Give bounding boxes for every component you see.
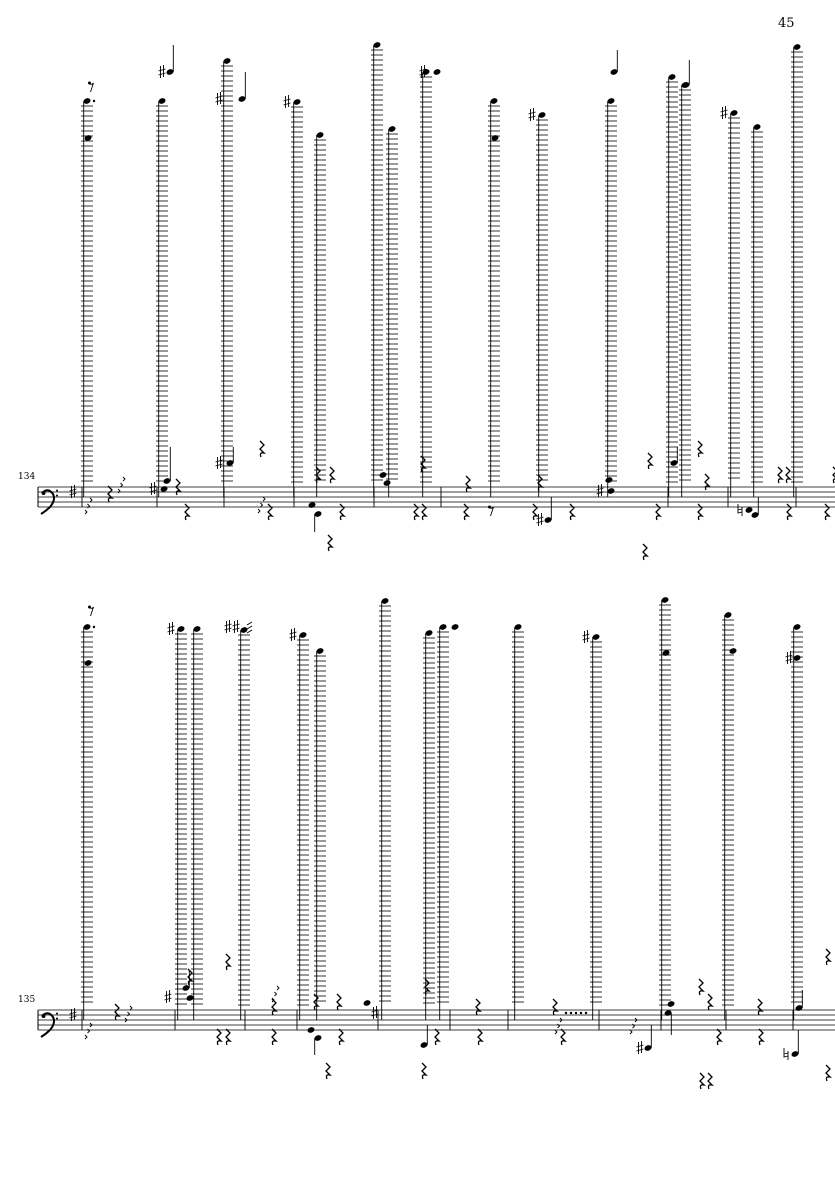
system-135 bbox=[38, 596, 835, 1089]
sharp-icon bbox=[284, 95, 291, 108]
notehead bbox=[451, 623, 460, 631]
quarter-rest-icon bbox=[787, 504, 791, 520]
sharp-icon bbox=[216, 456, 223, 469]
natural-icon bbox=[738, 504, 742, 516]
quarter-rest-icon bbox=[708, 1073, 712, 1089]
quarter-rest-icon bbox=[115, 1004, 119, 1020]
quarter-rest-icon bbox=[414, 504, 418, 520]
dot-icon bbox=[580, 1012, 582, 1014]
quarter-rest-icon bbox=[260, 441, 264, 457]
quarter-rest-icon bbox=[759, 1029, 763, 1045]
quarter-rest-icon bbox=[268, 504, 272, 520]
short-rest-icon bbox=[85, 1035, 87, 1039]
notehead bbox=[379, 471, 388, 479]
quarter-rest-icon bbox=[185, 504, 189, 520]
quarter-rest-icon bbox=[337, 994, 341, 1010]
short-rest-icon bbox=[261, 503, 263, 507]
notehead bbox=[605, 476, 614, 484]
eighth-rest-icon bbox=[90, 607, 94, 616]
bass-clef-dot-icon bbox=[56, 495, 58, 497]
quarter-rest-icon bbox=[533, 504, 537, 520]
quarter-rest-icon bbox=[786, 467, 790, 483]
sharp-icon bbox=[637, 1041, 644, 1054]
sharp-icon bbox=[216, 92, 223, 105]
sharp-icon bbox=[168, 622, 175, 635]
notehead bbox=[729, 647, 738, 655]
dot-icon bbox=[570, 1012, 572, 1014]
quarter-rest-icon bbox=[699, 979, 703, 995]
quarter-rest-icon bbox=[705, 474, 709, 490]
notehead bbox=[186, 994, 195, 1002]
dot-icon bbox=[565, 1012, 567, 1014]
notehead bbox=[307, 1026, 316, 1034]
quarter-rest-icon bbox=[648, 453, 652, 469]
quarter-rest-icon bbox=[435, 1029, 439, 1045]
short-rest-icon bbox=[275, 992, 277, 996]
natural-icon bbox=[784, 1048, 788, 1060]
sharp-icon bbox=[583, 630, 590, 643]
quarter-rest-icon bbox=[717, 1029, 721, 1045]
quarter-rest-icon bbox=[656, 504, 660, 520]
short-rest-icon bbox=[123, 477, 125, 481]
notehead bbox=[363, 999, 372, 1007]
quarter-rest-icon bbox=[226, 1029, 230, 1045]
page-number: 45 bbox=[778, 16, 795, 31]
bass-clef-dot-icon bbox=[42, 1014, 46, 1018]
quarter-rest-icon bbox=[643, 544, 647, 560]
short-rest-icon bbox=[90, 498, 92, 502]
sharp-icon bbox=[290, 628, 297, 641]
tremolo-beam-icon bbox=[247, 622, 252, 633]
short-rest-icon bbox=[630, 1030, 632, 1034]
quarter-rest-icon bbox=[422, 1063, 426, 1079]
quarter-rest-icon bbox=[561, 1029, 565, 1045]
notehead bbox=[383, 479, 392, 487]
quarter-rest-icon bbox=[340, 504, 344, 520]
quarter-rest-icon bbox=[466, 476, 470, 492]
sharp-icon bbox=[529, 108, 536, 121]
eighth-rest-icon bbox=[90, 83, 94, 92]
quarter-rest-icon bbox=[825, 504, 829, 520]
quarter-rest-icon bbox=[330, 467, 334, 483]
quarter-rest-icon bbox=[478, 1029, 482, 1045]
quarter-rest-icon bbox=[708, 994, 712, 1010]
system-134 bbox=[38, 41, 835, 560]
quarter-rest-icon bbox=[339, 1029, 343, 1045]
augmentation-dot-icon bbox=[93, 100, 95, 102]
bass-clef-dot-icon bbox=[56, 490, 58, 492]
quarter-rest-icon bbox=[778, 467, 782, 483]
sharp-icon bbox=[159, 65, 166, 78]
short-rest-icon bbox=[128, 1012, 130, 1016]
quarter-rest-icon bbox=[188, 969, 192, 985]
sharp-icon bbox=[597, 484, 604, 497]
quarter-rest-icon bbox=[698, 441, 702, 457]
notehead bbox=[667, 1000, 676, 1008]
quarter-rest-icon bbox=[226, 954, 230, 970]
quarter-rest-icon bbox=[422, 504, 426, 520]
quarter-rest-icon bbox=[826, 949, 830, 965]
short-rest-icon bbox=[277, 986, 279, 990]
quarter-rest-icon bbox=[698, 504, 702, 520]
dot-icon bbox=[585, 1012, 587, 1014]
sharp-icon bbox=[537, 513, 544, 526]
quarter-rest-icon bbox=[326, 1063, 330, 1079]
short-rest-icon bbox=[130, 1006, 132, 1010]
sharp-icon bbox=[372, 1006, 379, 1019]
quarter-rest-icon bbox=[464, 504, 468, 520]
short-rest-icon bbox=[555, 1030, 557, 1034]
bass-clef-dot-icon bbox=[56, 1018, 58, 1020]
quarter-rest-icon bbox=[553, 999, 557, 1015]
quarter-rest-icon bbox=[570, 504, 574, 520]
sharp-icon bbox=[150, 482, 157, 495]
measure-number-134: 134 bbox=[18, 472, 36, 482]
sharp-icon bbox=[165, 990, 172, 1003]
short-rest-icon bbox=[263, 497, 265, 501]
measure-number-135: 135 bbox=[18, 995, 36, 1005]
short-rest-icon bbox=[121, 483, 123, 487]
sharp-icon bbox=[233, 620, 240, 633]
notehead bbox=[433, 68, 442, 76]
notehead bbox=[84, 659, 93, 667]
eighth-rest-icon bbox=[490, 507, 494, 516]
quarter-rest-icon bbox=[758, 999, 762, 1015]
quarter-rest-icon bbox=[108, 486, 112, 502]
bass-clef-dot-icon bbox=[56, 1013, 58, 1015]
quarter-rest-icon bbox=[700, 1073, 704, 1089]
quarter-rest-icon bbox=[328, 535, 332, 551]
quarter-rest-icon bbox=[314, 994, 318, 1010]
quarter-rest-icon bbox=[476, 999, 480, 1015]
augmentation-dot-icon bbox=[93, 626, 95, 628]
bass-clef-dot-icon bbox=[42, 491, 46, 495]
sharp-icon bbox=[721, 106, 728, 119]
dot-icon bbox=[575, 1012, 577, 1014]
quarter-rest-icon bbox=[217, 1029, 221, 1045]
sharp-icon bbox=[225, 620, 232, 633]
short-rest-icon bbox=[85, 510, 87, 514]
short-rest-icon bbox=[258, 509, 260, 513]
quarter-rest-icon bbox=[272, 1029, 276, 1045]
quarter-rest-icon bbox=[826, 1065, 830, 1081]
